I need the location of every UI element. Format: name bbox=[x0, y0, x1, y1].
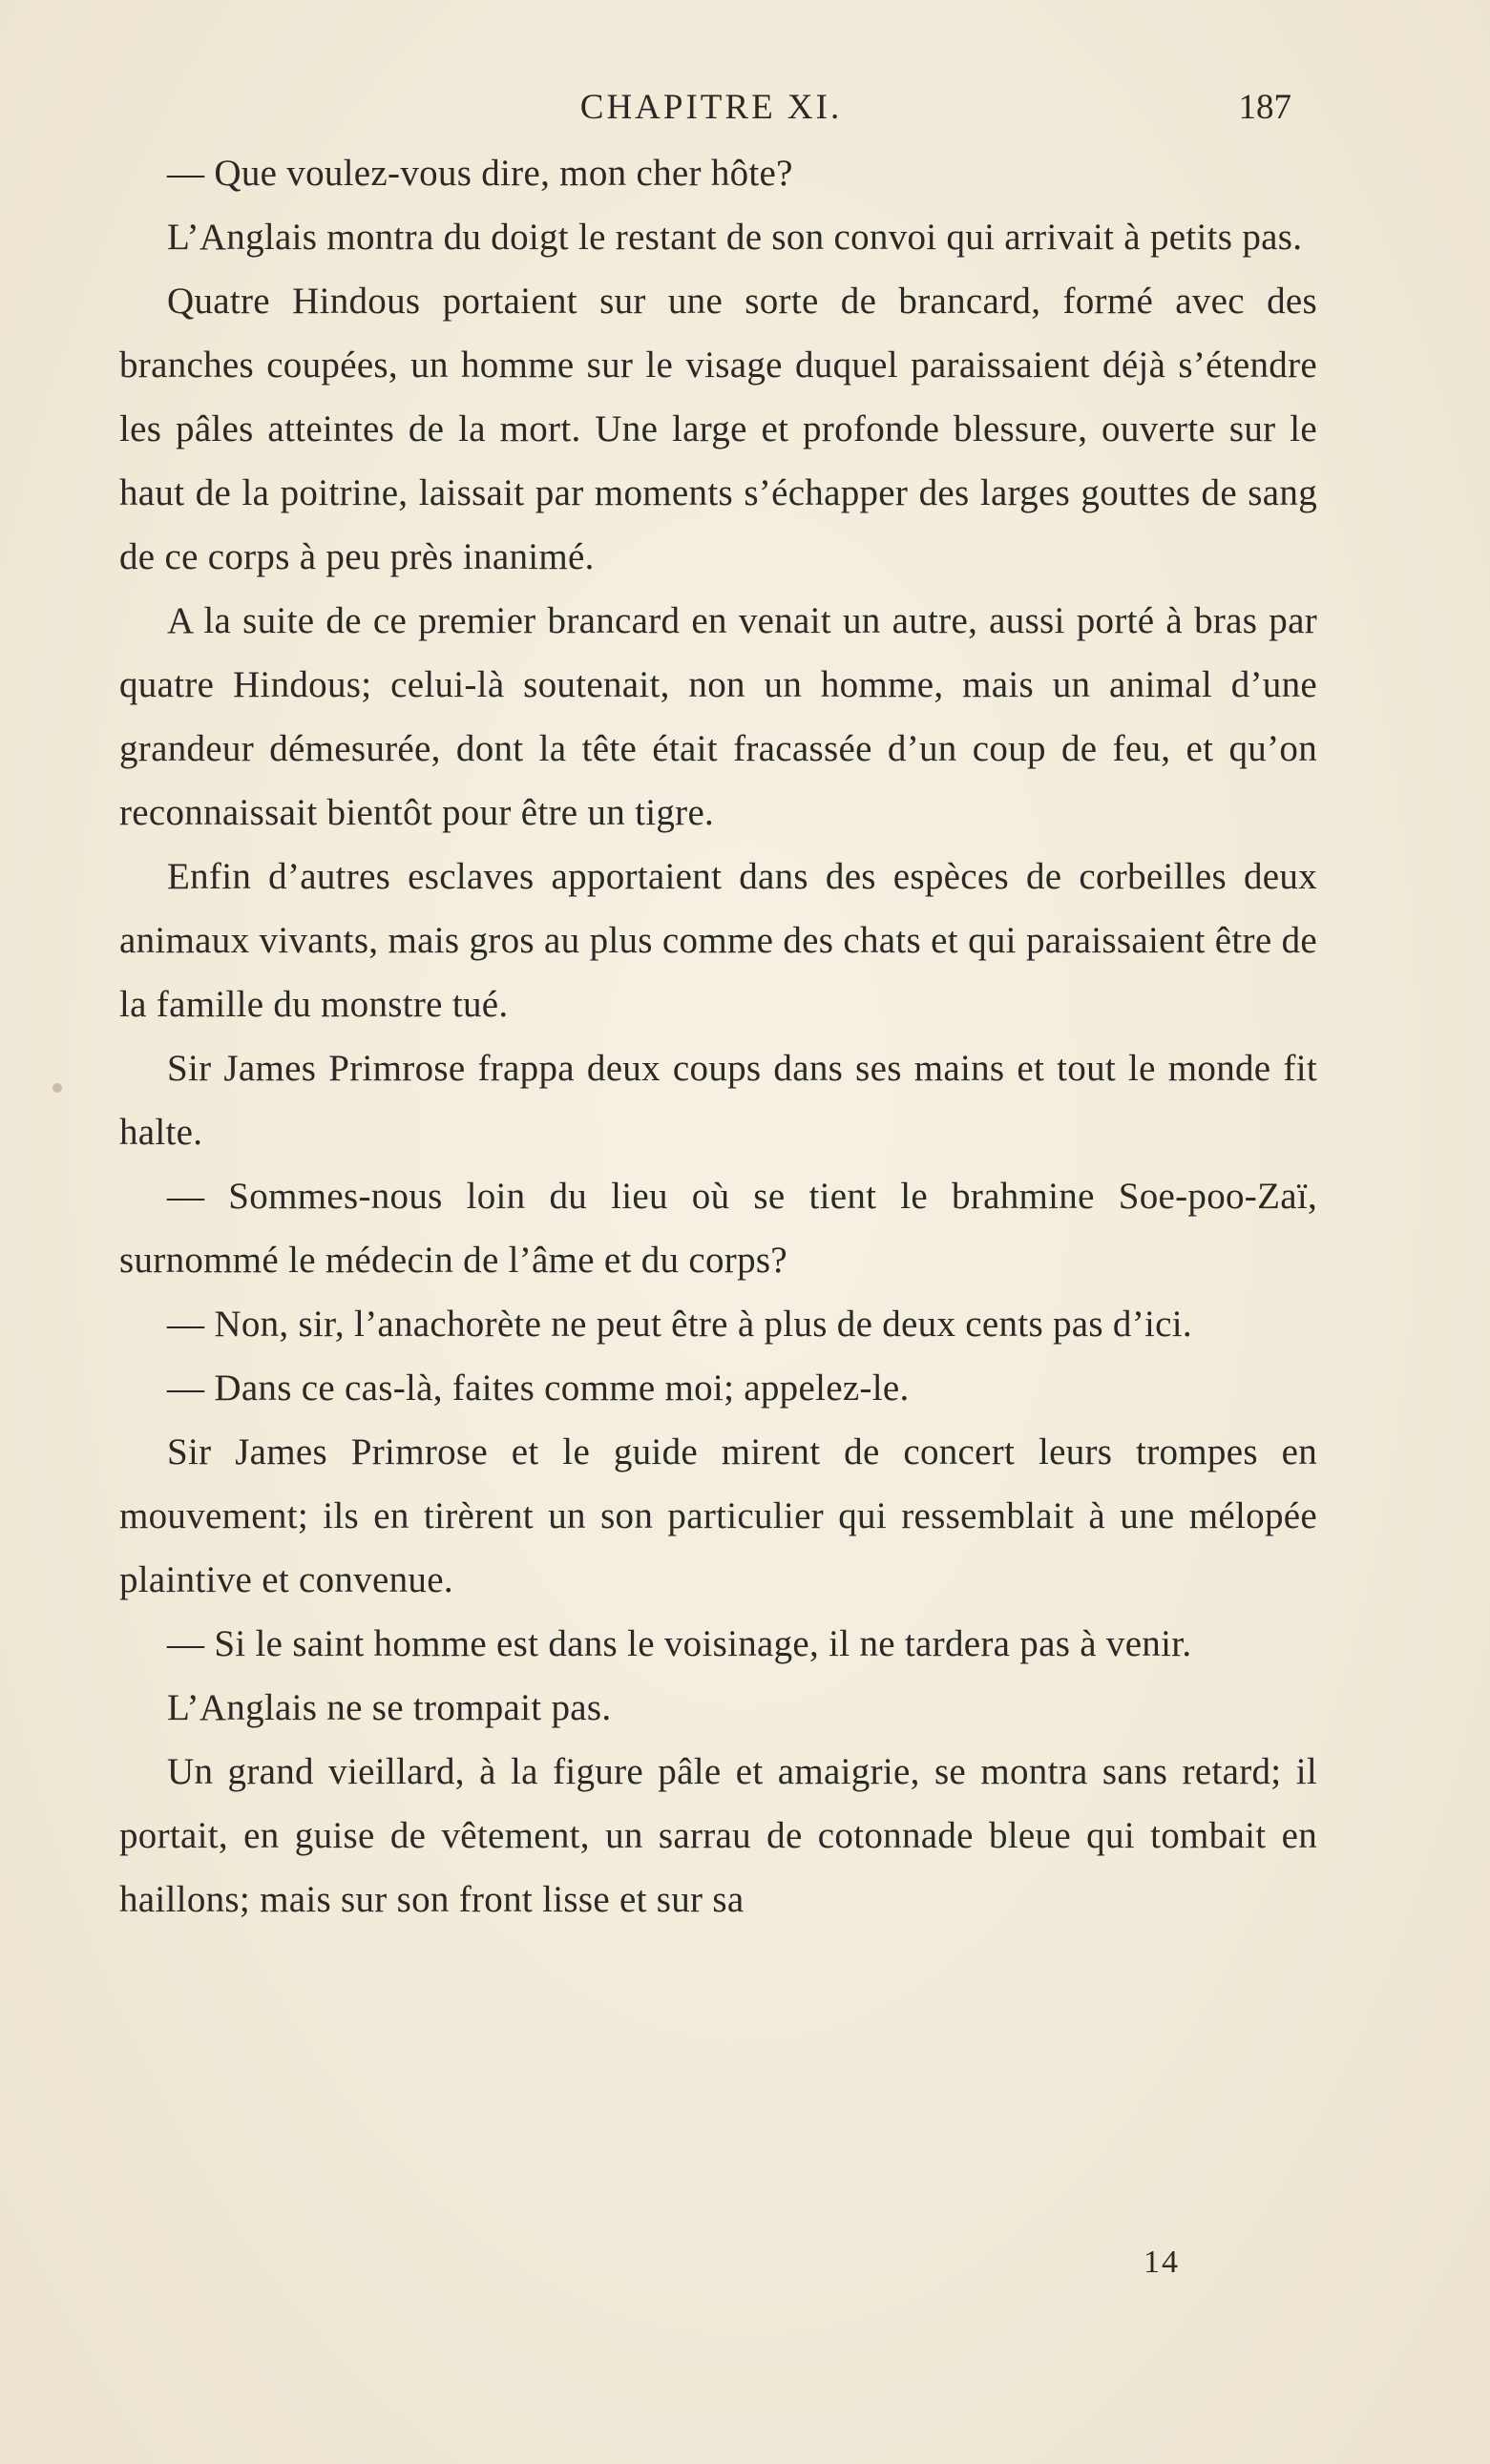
page-header bbox=[119, 84, 1303, 132]
paragraph-6: Sir James Primrose frappa deux coups dans ses mains et tout le monde fit halte. bbox=[119, 1048, 1317, 1153]
paragraph-13: Un grand vieillard, à la figure pâle et amaigrie, se montra sans retard; il portait, en guise de vêtement, un sarrau de cotonnade bleue qui tombait en haillons; mais sur son front lisse et sur sa bbox=[119, 1751, 1317, 1920]
paragraph-3: Quatre Hindous portaient sur une sorte de brancard, formé avec des branches coupées, un homme sur le visage duquel paraissaient déjà s’étendre les pâles atteintes de la mort. Une large et profonde blessure, ouverte sur le haut de la poitrine, laissait par moments s’échapper des larges gouttes de sang de ce corps à peu près inanimé. bbox=[119, 281, 1317, 577]
paragraph-7: — Sommes-nous loin du lieu où se tient le brahmine Soe-poo-Zaï, surnommé le médecin de l’âme et du corps? bbox=[119, 1176, 1317, 1281]
paragraph-4: A la suite de ce premier brancard en venait un autre, aussi porté à bras par quatre Hindous; celui-là soutenait, non un homme, mais un animal d’une grandeur démesurée, dont la tête était fracassée d’un coup de feu, et qu’on reconnaissait bientôt pour être un tigre. bbox=[119, 600, 1317, 833]
body-text bbox=[119, 141, 1317, 1932]
paragraph-8: — Non, sir, l’anachorète ne peut être à plus de deux cents pas d’ici. bbox=[167, 1304, 1192, 1345]
signature-mark: 14 bbox=[1144, 2245, 1180, 2280]
paragraph-10: Sir James Primrose et le guide mirent de concert leurs trompes en mouvement; ils en tirèrent un son particulier qui ressemblait à une mélopée plaintive et convenue. bbox=[119, 1431, 1317, 1600]
paragraph-12: L’Anglais ne se trompait pas. bbox=[167, 1687, 612, 1728]
paragraph-2: L’Anglais montra du doigt le restant de son convoi qui arrivait à petits pas. bbox=[167, 217, 1303, 258]
running-title: CHAPITRE XI. bbox=[579, 88, 843, 127]
paragraph-5: Enfin d’autres esclaves apportaient dans des espèces de corbeilles deux animaux vivants, mais gros au plus comme des chats et qui paraissaient être de la famille du monstre tué. bbox=[119, 856, 1317, 1025]
paper-speck bbox=[52, 1083, 62, 1093]
paragraph-9: — Dans ce cas-là, faites comme moi; appelez-le. bbox=[167, 1368, 910, 1409]
paragraph-1: — Que voulez-vous dire, mon cher hôte? bbox=[167, 153, 793, 194]
page-number: 187 bbox=[1238, 88, 1291, 127]
paragraph-11: — Si le saint homme est dans le voisinage, il ne tardera pas à venir. bbox=[167, 1623, 1192, 1664]
